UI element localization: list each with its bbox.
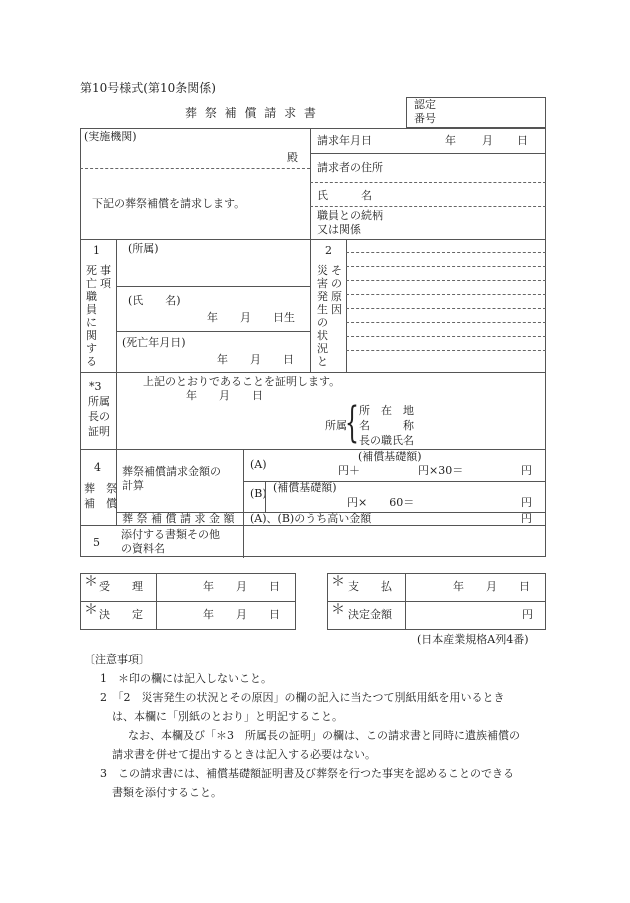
section1-label-col1: 事項 — [100, 264, 111, 290]
section2-input-line[interactable] — [346, 322, 546, 323]
section4-number: 4 — [94, 461, 101, 474]
claimant-name-label: 氏 名 — [317, 189, 372, 202]
calc-b-mark: (B) — [250, 487, 267, 500]
section3-org-label: 所属 — [325, 419, 347, 432]
divider — [116, 239, 117, 372]
calc-a-yen[interactable]: 円 — [521, 464, 532, 477]
star-mark: ＊ — [331, 602, 345, 618]
section2-label-col2: 災害発生の状況と — [317, 264, 328, 368]
calc-a-mark: (A) — [250, 458, 267, 471]
receipt-label: 受 理 — [99, 580, 143, 593]
cert-label-2: 番号 — [414, 112, 436, 125]
paper-size-note: (日本産業規格A列4番) — [417, 633, 529, 646]
section2-input-line[interactable] — [346, 336, 546, 337]
section2-input-line[interactable] — [346, 294, 546, 295]
payment-date[interactable]: 年 月 日 — [453, 580, 530, 593]
divider — [80, 525, 546, 526]
section3-label-2: 長の — [88, 410, 110, 423]
section5-label-1: 添付する書類その他 — [121, 528, 220, 541]
claimant-address-label: 請求者の住所 — [317, 161, 383, 174]
star-mark: ＊ — [84, 574, 98, 590]
agency-suffix: 殿 — [287, 151, 298, 164]
section4-calc-label-2: 計算 — [122, 479, 144, 492]
section2-input-line[interactable] — [346, 266, 546, 267]
note-line: 請求書を併せて提出するときは記入する必要はない。 — [112, 748, 376, 761]
decided-amount-label: 決定金額 — [348, 608, 392, 621]
section1-death-date[interactable]: 年 月 日 — [217, 353, 294, 366]
note-line: なお、本欄及び「＊3 所属長の証明」の欄は、この請求書と同時に遺族補償の — [128, 729, 520, 742]
request-date-day[interactable]: 日 — [517, 134, 528, 147]
cert-label-1: 認定 — [414, 98, 436, 111]
divider — [310, 239, 311, 372]
note-line: 1 ＊印の欄には記入しないこと。 — [100, 672, 272, 685]
section1-label-col2: 死亡職員に関する — [86, 264, 97, 368]
claimant-relation-label-1: 職員との続柄 — [317, 209, 383, 222]
section1-birth-date[interactable]: 年 月 日生 — [207, 311, 295, 324]
form-number: 第10号様式(第10条関係) — [80, 81, 216, 95]
amount-label: 葬 祭 補 償 請 求 金 額 — [122, 512, 235, 525]
section4-calc-label-1: 葬祭補償請求金額の — [122, 465, 221, 478]
request-date-year[interactable]: 年 — [445, 134, 456, 147]
divider — [116, 331, 310, 332]
section5-label-2: の資料名 — [121, 542, 165, 555]
request-date-label: 請求年月日 — [317, 134, 372, 147]
divider — [310, 182, 546, 183]
divider — [116, 286, 310, 287]
decided-amount-value[interactable]: 円 — [522, 608, 533, 621]
decision-date[interactable]: 年 月 日 — [203, 608, 280, 621]
divider — [406, 97, 407, 128]
section1-affiliation-label: (所属) — [128, 242, 159, 255]
note-line: は、本欄に「別紙のとおり」と明記すること。 — [112, 710, 343, 723]
section3-org-name[interactable]: 名 称 — [359, 419, 414, 432]
section3-label-3: 証明 — [88, 425, 110, 438]
request-date-month[interactable]: 月 — [482, 134, 493, 147]
divider — [310, 153, 546, 154]
agency-name-line[interactable] — [80, 168, 310, 169]
divider — [80, 449, 546, 450]
section2-input-line[interactable] — [346, 280, 546, 281]
note-line: 2 「2 災害発生の状況とその原因」の欄の記入に当たつて別紙用紙を用いるとき — [100, 691, 505, 704]
divider — [310, 206, 546, 207]
receipt-date[interactable]: 年 月 日 — [203, 580, 280, 593]
divider — [80, 239, 546, 240]
claimant-relation-label-2: 又は関係 — [317, 223, 361, 236]
section3-cert-date[interactable]: 年 月 日 — [186, 389, 263, 402]
star-mark: ＊ — [84, 602, 98, 618]
section2-input-line[interactable] — [346, 350, 546, 351]
section3-number: *3 — [89, 380, 102, 393]
section4-label-2: 補 償 — [84, 497, 117, 510]
calc-b-base-label: (補償基礎額) — [273, 481, 337, 494]
note-line: 書類を添付すること。 — [112, 786, 222, 799]
section1-number: 1 — [93, 244, 100, 257]
amount-yen[interactable]: 円 — [521, 512, 532, 525]
divider — [116, 372, 117, 449]
request-text: 下記の葬祭補償を請求します。 — [92, 197, 246, 210]
divider — [327, 601, 546, 602]
section2-input-line[interactable] — [346, 308, 546, 309]
calc-a-base-label: (補償基礎額) — [358, 450, 422, 463]
section4-label-1: 葬 祭 — [84, 482, 117, 495]
section5-number: 5 — [93, 536, 100, 549]
divider — [346, 239, 347, 372]
section5-attachments-field[interactable] — [260, 535, 530, 551]
calc-a-multiply[interactable]: 円×30＝ — [418, 464, 464, 477]
calc-b-multiply[interactable]: 円× 60＝ — [347, 496, 415, 509]
divider — [310, 128, 311, 239]
section3-cert-text: 上記のとおりであることを証明します。 — [143, 375, 341, 388]
divider — [80, 601, 296, 602]
section1-death-label: (死亡年月日) — [122, 336, 186, 349]
star-mark: ＊ — [331, 574, 345, 590]
section3-org-head[interactable]: 長の職氏名 — [359, 434, 414, 447]
divider — [80, 372, 546, 373]
calc-b-yen[interactable]: 円 — [521, 496, 532, 509]
section3-label-1: 所属 — [88, 395, 110, 408]
section3-org-address[interactable]: 所 在 地 — [359, 404, 414, 417]
note-line: 3 この請求書には、補償基礎額証明書及び葬祭を行つた事実を認めることのできる — [100, 767, 514, 780]
amount-desc: (A)、(B)のうち高い金額 — [250, 512, 372, 525]
brace-icon: { — [345, 400, 359, 448]
section1-name-label: (氏 名) — [128, 294, 181, 307]
calc-a-yen-plus[interactable]: 円＋ — [338, 464, 360, 477]
decision-label: 決 定 — [99, 608, 143, 621]
payment-label: 支 払 — [348, 580, 392, 593]
form-title: 葬 祭 補 償 請 求 書 — [185, 106, 318, 120]
section2-input-line[interactable] — [346, 252, 546, 253]
notes-title: 〔注意事項〕 — [84, 653, 150, 666]
section2-label-col1: その原因 — [331, 264, 342, 316]
agency-label: (実施機関) — [84, 130, 137, 143]
section2-number: 2 — [325, 244, 332, 257]
divider — [265, 481, 266, 512]
divider — [243, 449, 244, 558]
